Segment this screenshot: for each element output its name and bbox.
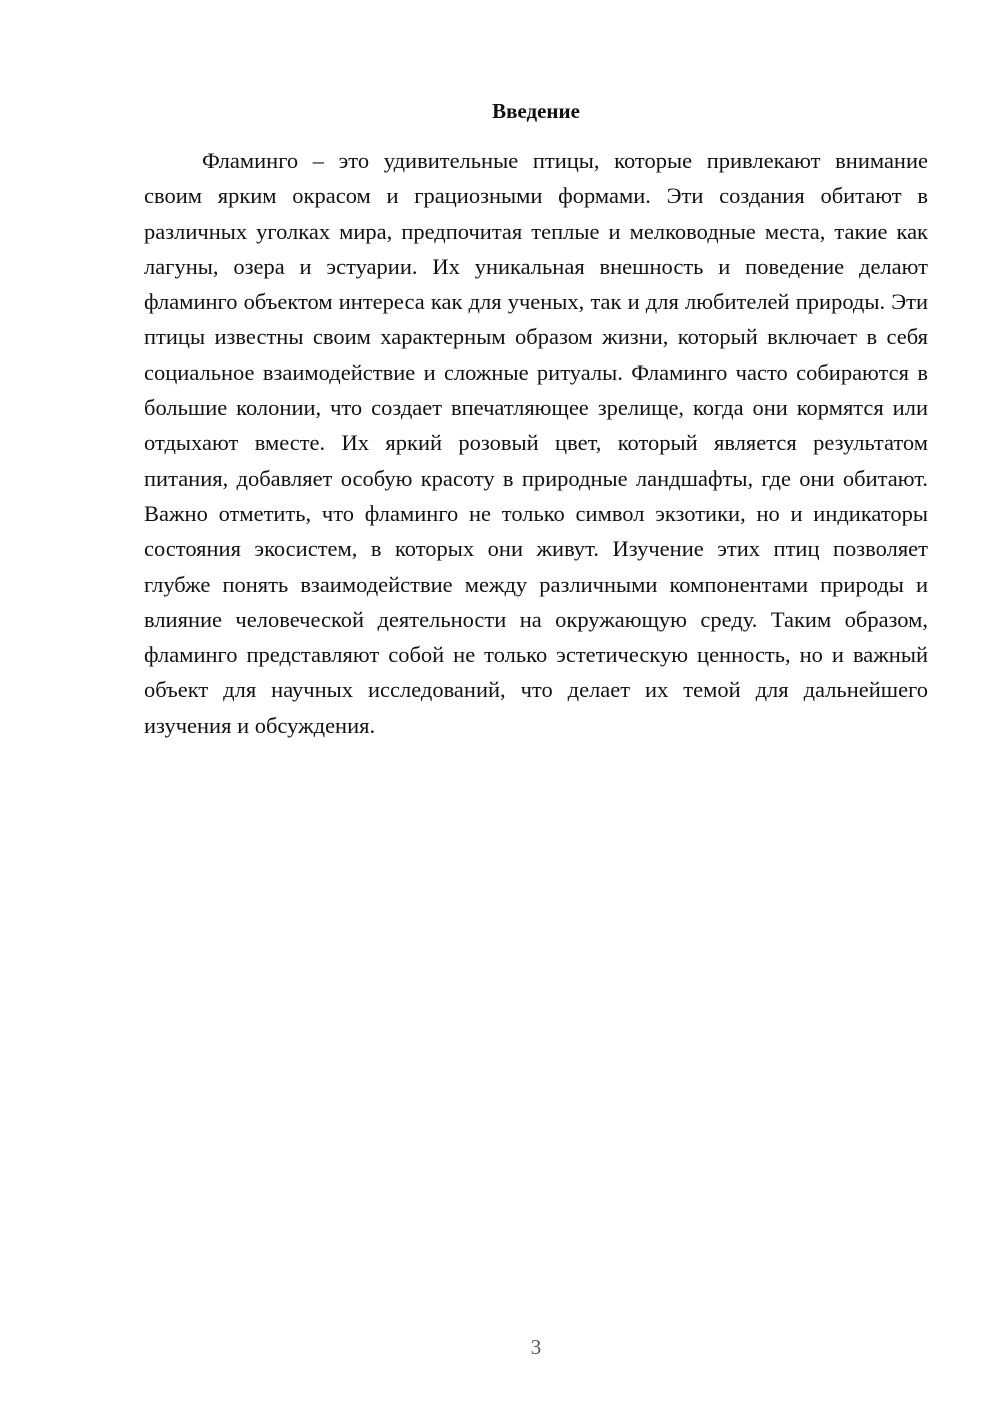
body-paragraph: Фламинго – это удивительные птицы, которые привлекают внимание своим ярким окрасом и грациозными формами. Эти создания обитают в различных уголках мира, предпочитая теплые и мелководные места, такие как лагуны, озера и эстуарии. Их уникальная внешность и поведение делают фламинго объектом интереса как для ученых, так и для любителей природы. Эти птицы известны своим характерным образом жизни, который включает в себя социальное взаимодействие и сложные ритуалы. Фламинго часто собираются в большие колонии, что создает впечатляющее зрелище, когда они кормятся или отдыхают вместе. Их яркий розовый цвет, который является результатом питания, добавляет особую красоту в природные ландшафты, где они обитают. Важно отметить, что фламинго не только символ экзотики, но и индикаторы состояния экосистем, в которых они живут. Изучение этих птиц позволяет глубже понять взаимодействие между различными компонентами природы и влияние человеческой деятельности на окружающую среду. Таким образом, фламинго представляют собой не только эстетическую ценность, но и важный объект для научных исследований, что делает их темой для дальнейшего изучения и обсуждения. — [144, 148, 928, 738]
page-number: 3 — [530, 1335, 542, 1359]
section-heading: Введение — [492, 99, 580, 123]
